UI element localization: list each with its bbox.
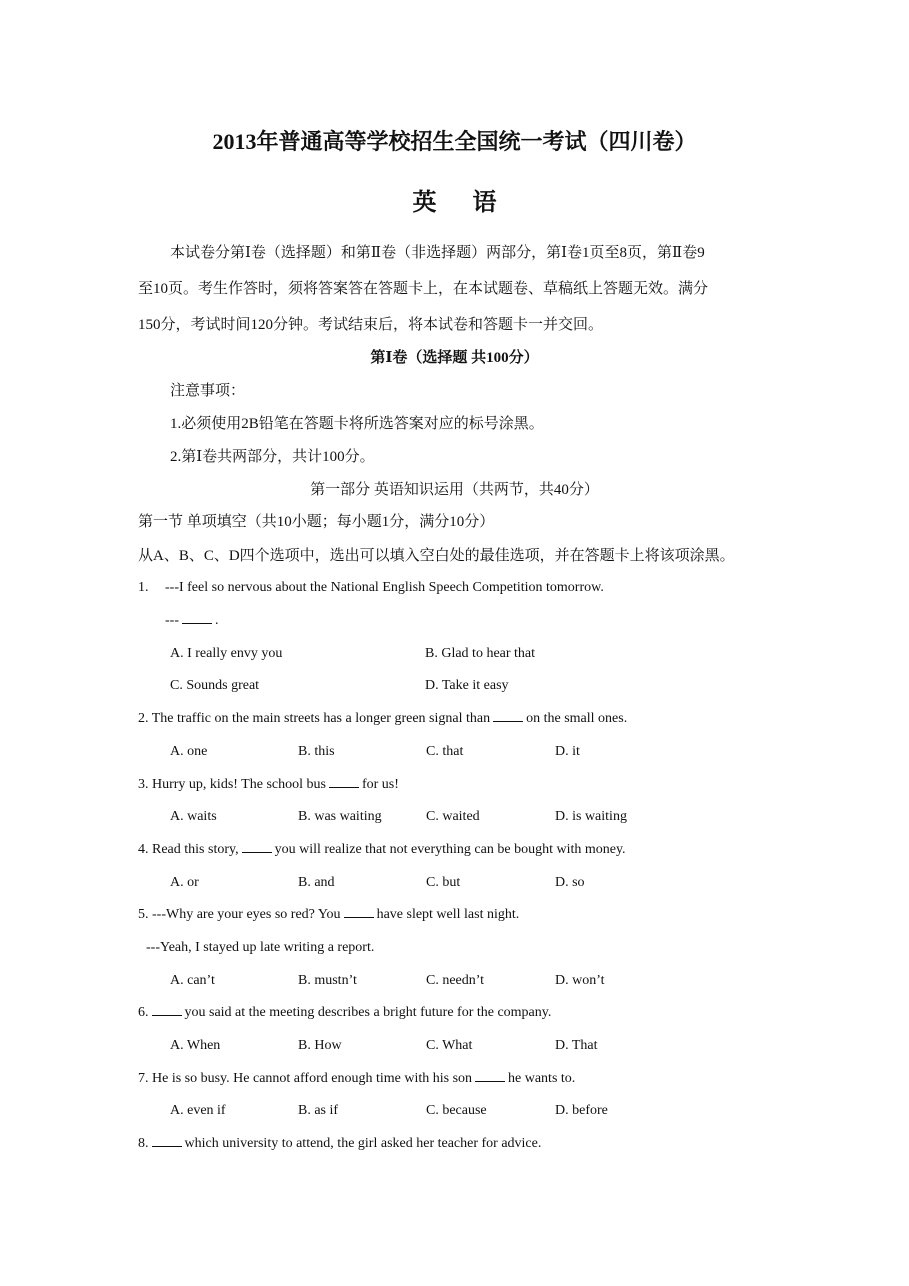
question-5-stem (138, 905, 519, 925)
note-1: 1.必须使用2B铅笔在答题卡将所选答案对应的标号涂黑。 (170, 416, 544, 432)
question-3-stem (138, 775, 399, 795)
volume1-heading: 第Ⅰ卷（选择题 共100分） (370, 350, 539, 366)
question-5-option-a: A. can’t (170, 973, 215, 988)
question-7-option-b: B. as if (298, 1103, 339, 1118)
section1-instruction: 从A、B、C、D四个选项中，选出可以填入空白处的最佳选项，并在答题卡上将该项涂黑。 (138, 548, 735, 564)
question-4-option-d: D. so (555, 875, 585, 890)
question-5-reply: ---Yeah, I stayed up late writing a report. (146, 940, 375, 955)
intro-line-3: 150分，考试时间120分钟。考试结束后，将本试卷和答题卡一并交回。 (138, 317, 604, 333)
question-1-option-b: B. Glad to hear that (425, 646, 536, 661)
question-6-stem-pre: 6. (138, 1005, 149, 1020)
question-5-stem-post: have slept well last night. (376, 907, 520, 922)
question-6-option-c: C. What (426, 1038, 473, 1053)
question-3-option-a: A. waits (170, 809, 217, 824)
question-2-stem (138, 709, 627, 729)
question-2-option-d: D. it (555, 744, 580, 759)
question-4-option-a: A. or (170, 875, 199, 890)
question-1-reply-suffix: . (215, 613, 219, 628)
question-8-stem (138, 1134, 541, 1154)
question-7-stem-post: he wants to. (508, 1071, 576, 1086)
answer-blank (182, 611, 212, 624)
question-5-option-b: B. mustn’t (298, 973, 357, 988)
question-4-stem (138, 840, 626, 860)
question-5-stem-pre: 5. ---Why are your eyes so red? You (138, 907, 341, 922)
question-1-option-c: C. Sounds great (170, 678, 260, 693)
question-4-option-b: B. and (298, 875, 335, 890)
question-3-stem-post: for us! (361, 777, 399, 792)
intro-line-2: 至10页。考生作答时，须将答案答在答题卡上，在本试题卷、草稿纸上答题无效。满分 (138, 281, 709, 297)
part1-heading: 第一部分 英语知识运用（共两节，共40分） (310, 482, 599, 498)
answer-blank (475, 1069, 505, 1082)
question-3-option-c: C. waited (426, 809, 480, 824)
question-8-stem-post: which university to attend, the girl asked her teacher for advice. (184, 1136, 542, 1151)
question-2-option-a: A. one (170, 744, 208, 759)
question-1-option-a: A. I really envy you (170, 646, 283, 661)
question-4-option-c: C. but (426, 875, 461, 890)
answer-blank (493, 709, 523, 722)
question-5-option-c: C. needn’t (426, 973, 485, 988)
question-6-option-d: D. That (555, 1038, 598, 1053)
intro-line-1: 本试卷分第Ⅰ卷（选择题）和第Ⅱ卷（非选择题）两部分，第Ⅰ卷1页至8页，第Ⅱ卷9 (170, 245, 705, 261)
question-2-stem-post: on the small ones. (526, 711, 628, 726)
question-3-stem-pre: 3. Hurry up, kids! The school bus (138, 777, 326, 792)
answer-blank (329, 775, 359, 788)
question-2-option-b: B. this (298, 744, 335, 759)
question-6-option-a: A. When (170, 1038, 221, 1053)
subject-title: 英语 (412, 190, 533, 216)
question-4-stem-pre: 4. Read this story, (138, 842, 239, 857)
question-6-stem-post: you said at the meeting describes a bright future for the company. (184, 1005, 552, 1020)
exam-title: 2013年普通高等学校招生全国统一考试（四川卷） (212, 129, 697, 154)
question-1-reply (165, 611, 219, 631)
question-7-stem (138, 1069, 575, 1089)
question-7-option-d: D. before (555, 1103, 608, 1118)
question-1-reply-prefix: --- (165, 613, 179, 628)
section1-heading: 第一节 单项填空（共10小题；每小题1分，满分10分） (138, 514, 495, 530)
question-7-stem-pre: 7. He is so busy. He cannot afford enough time with his son (138, 1071, 473, 1086)
question-2-option-c: C. that (426, 744, 464, 759)
answer-blank (152, 1003, 182, 1016)
question-3-option-b: B. was waiting (298, 809, 382, 824)
question-6-stem (138, 1003, 551, 1023)
question-3-option-d: D. is waiting (555, 809, 627, 824)
note-2: 2.第Ⅰ卷共两部分，共计100分。 (170, 449, 375, 465)
question-1-option-d: D. Take it easy (425, 678, 509, 693)
answer-blank (344, 905, 374, 918)
question-1-number: 1. (138, 580, 149, 595)
question-4-stem-post: you will realize that not everything can be bought with money. (274, 842, 626, 857)
question-7-option-a: A. even if (170, 1103, 226, 1118)
question-2-stem-pre: 2. The traffic on the main streets has a longer green signal than (138, 711, 491, 726)
question-1-stem: ---I feel so nervous about the National English Speech Competition tomorrow. (165, 580, 604, 595)
question-6-option-b: B. How (298, 1038, 342, 1053)
notes-label: 注意事项： (170, 383, 246, 399)
answer-blank (242, 840, 272, 853)
question-8-stem-pre: 8. (138, 1136, 149, 1151)
question-7-option-c: C. because (426, 1103, 487, 1118)
question-5-option-d: D. won’t (555, 973, 605, 988)
answer-blank (152, 1134, 182, 1147)
